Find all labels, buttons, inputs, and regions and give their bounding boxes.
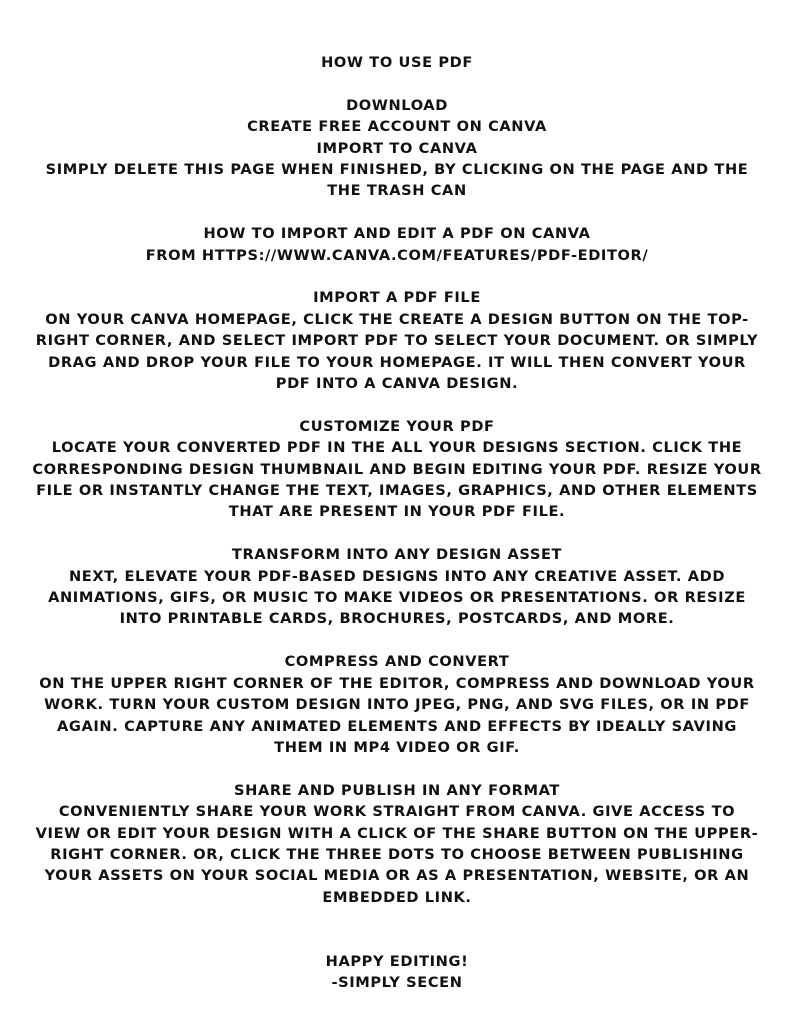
section-text: ON YOUR CANVA HOMEPAGE, CLICK THE CREATE A DESIGN BUTTON ON THE TOP- bbox=[45, 310, 749, 328]
section-heading: IMPORT A PDF FILE bbox=[313, 289, 481, 307]
intro-step: THE TRASH CAN bbox=[327, 182, 467, 200]
closing-block bbox=[0, 951, 794, 994]
section-heading: CUSTOMIZE YOUR PDF bbox=[299, 417, 495, 435]
section-text: NEXT, ELEVATE YOUR PDF-BASED DESIGNS INTO ANY CREATIVE ASSET. ADD bbox=[68, 567, 726, 585]
section-import-pdf bbox=[0, 287, 794, 394]
section-compress-convert bbox=[0, 651, 794, 758]
section-share-publish bbox=[0, 780, 794, 908]
section-text: CONVENIENTLY SHARE YOUR WORK STRAIGHT FROM CANVA. GIVE ACCESS TO bbox=[58, 803, 736, 821]
intro-title: HOW TO USE PDF bbox=[321, 54, 473, 71]
guide-block bbox=[0, 223, 794, 266]
section-text: AGAIN. CAPTURE ANY ANIMATED ELEMENTS AND EFFECTS BY IDEALLY SAVING bbox=[57, 717, 737, 735]
section-text: CORRESPONDING DESIGN THUMBNAIL AND BEGIN EDITING YOUR PDF. RESIZE YOUR bbox=[32, 460, 762, 478]
section-heading: SHARE AND PUBLISH IN ANY FORMAT bbox=[234, 781, 560, 799]
section-text: YOUR ASSETS ON YOUR SOCIAL MEDIA OR AS A PRESENTATION, WEBSITE, OR AN bbox=[44, 867, 750, 885]
section-text: PDF INTO A CANVA DESIGN. bbox=[275, 375, 519, 393]
intro-step: IMPORT TO CANVA bbox=[316, 139, 478, 157]
section-text: FILE OR INSTANTLY CHANGE THE TEXT, IMAGES, GRAPHICS, AND OTHER ELEMENTS bbox=[36, 482, 758, 500]
intro-step: SIMPLY DELETE THIS PAGE WHEN FINISHED, BY CLICKING ON THE PAGE AND THE bbox=[45, 161, 749, 179]
closing-message: HAPPY EDITING! bbox=[325, 952, 469, 970]
guide-source: FROM HTTPS://WWW.CANVA.COM/FEATURES/PDF-EDITOR/ bbox=[145, 246, 649, 264]
section-transform bbox=[0, 544, 794, 630]
section-text: LOCATE YOUR CONVERTED PDF IN THE ALL YOUR DESIGNS SECTION. CLICK THE bbox=[51, 439, 743, 457]
section-heading: TRANSFORM INTO ANY DESIGN ASSET bbox=[231, 546, 563, 564]
section-text: DRAG AND DROP YOUR FILE TO YOUR HOMEPAGE. IT WILL THEN CONVERT YOUR bbox=[48, 353, 746, 371]
section-heading: COMPRESS AND CONVERT bbox=[284, 653, 510, 671]
section-text: WORK. TURN YOUR CUSTOM DESIGN INTO JPEG, PNG, AND SVG FILES, OR IN PDF bbox=[44, 696, 750, 714]
closing-signature: -SIMPLY SECEN bbox=[331, 974, 463, 992]
section-text: VIEW OR EDIT YOUR DESIGN WITH A CLICK OF THE SHARE BUTTON ON THE UPPER- bbox=[35, 824, 759, 842]
section-text: ANIMATIONS, GIFS, OR MUSIC TO MAKE VIDEOS OR PRESENTATIONS. OR RESIZE bbox=[48, 589, 746, 607]
section-text: ON THE UPPER RIGHT CORNER OF THE EDITOR, COMPRESS AND DOWNLOAD YOUR bbox=[39, 674, 755, 692]
section-text: INTO PRINTABLE CARDS, BROCHURES, POSTCARDS, AND MORE. bbox=[119, 610, 675, 628]
section-text: EMBEDDED LINK. bbox=[322, 888, 472, 906]
guide-title: HOW TO IMPORT AND EDIT A PDF ON CANVA bbox=[203, 225, 591, 243]
section-text: THEM IN MP4 VIDEO OR GIF. bbox=[274, 738, 520, 756]
document-page bbox=[0, 52, 794, 994]
intro-step: DOWNLOAD bbox=[346, 96, 448, 114]
intro-block bbox=[0, 52, 794, 202]
section-text: RIGHT CORNER. OR, CLICK THE THREE DOTS TO CHOOSE BETWEEN PUBLISHING bbox=[50, 845, 744, 863]
section-text: THAT ARE PRESENT IN YOUR PDF FILE. bbox=[228, 503, 566, 521]
section-text: RIGHT CORNER, AND SELECT IMPORT PDF TO SELECT YOUR DOCUMENT. OR SIMPLY bbox=[35, 332, 759, 350]
section-customize-pdf bbox=[0, 416, 794, 523]
intro-step: CREATE FREE ACCOUNT ON CANVA bbox=[247, 118, 547, 136]
